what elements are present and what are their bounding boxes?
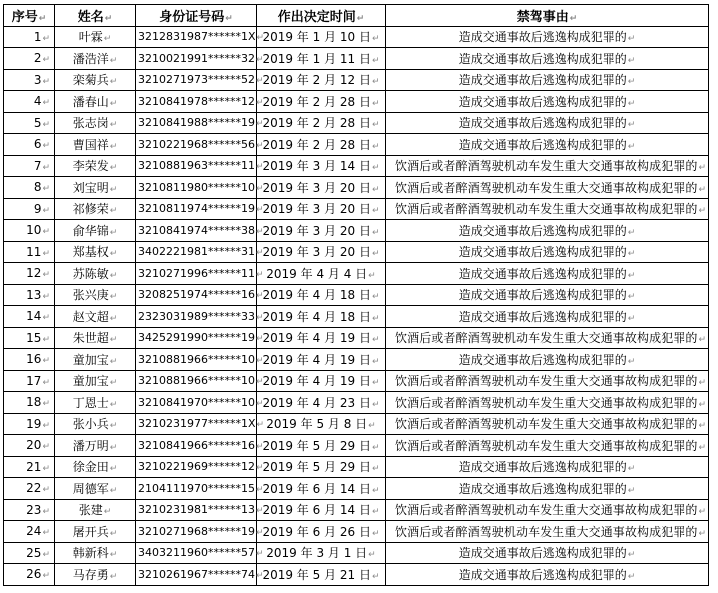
cell-id-number: 3210841974******38↵ <box>136 220 257 242</box>
paragraph-mark-icon: ↵ <box>627 485 636 496</box>
cell-no: 6↵ <box>4 134 55 156</box>
cell-no: 11↵ <box>4 241 55 263</box>
paragraph-mark-icon: ↵ <box>255 312 264 323</box>
header-no: 序号↵ <box>4 5 55 27</box>
cell-ban-reason: 造成交通事故后逃逸构成犯罪的↵ <box>386 478 709 500</box>
paragraph-mark-icon: ↵ <box>627 464 636 475</box>
paragraph-mark-icon: ↵ <box>109 120 118 131</box>
paragraph-mark-icon: ↵ <box>371 571 380 582</box>
cell-ban-reason: 饮酒后或者醉酒驾驶机动车发生重大交通事故构成犯罪的↵ <box>386 392 709 414</box>
cell-no: 14↵ <box>4 306 55 328</box>
cell-decision-date: 2019 年 3 月 14 日↵ <box>257 155 386 177</box>
cell-no: 21↵ <box>4 456 55 478</box>
cell-id-number: 3210271968******19↵ <box>136 521 257 543</box>
paragraph-mark-icon: ↵ <box>42 399 50 410</box>
cell-name: 张建↵ <box>55 499 136 521</box>
cell-id-number: 3210841988******19↵ <box>136 112 257 134</box>
paragraph-mark-icon: ↵ <box>42 420 50 431</box>
cell-name: 张兴庚↵ <box>55 284 136 306</box>
paragraph-mark-icon: ↵ <box>368 550 376 561</box>
cell-decision-date: 2019 年 4 月 4 日↵ <box>257 263 386 285</box>
table-row <box>4 26 709 48</box>
paragraph-mark-icon: ↵ <box>627 227 636 238</box>
cell-decision-date: 2019 年 2 月 28 日↵ <box>257 112 386 134</box>
cell-no: 4↵ <box>4 91 55 113</box>
paragraph-mark-icon: ↵ <box>109 528 118 539</box>
cell-no: 13↵ <box>4 284 55 306</box>
cell-no: 2↵ <box>4 48 55 70</box>
paragraph-mark-icon: ↵ <box>255 334 264 345</box>
cell-ban-reason: 造成交通事故后逃逸构成犯罪的↵ <box>386 220 709 242</box>
cell-no: 7↵ <box>4 155 55 177</box>
paragraph-mark-icon: ↵ <box>627 292 636 303</box>
paragraph-mark-icon: ↵ <box>256 33 265 44</box>
paragraph-mark-icon: ↵ <box>256 420 265 431</box>
paragraph-mark-icon: ↵ <box>371 507 380 518</box>
paragraph-mark-icon: ↵ <box>42 377 50 388</box>
paragraph-mark-icon: ↵ <box>109 442 118 453</box>
paragraph-mark-icon: ↵ <box>255 463 264 474</box>
paragraph-mark-icon: ↵ <box>42 76 50 87</box>
paragraph-mark-icon: ↵ <box>255 527 264 538</box>
paragraph-mark-icon: ↵ <box>698 163 707 174</box>
cell-ban-reason: 饮酒后或者醉酒驾驶机动车发生重大交通事故构成犯罪的↵ <box>386 499 709 521</box>
cell-ban-reason: 造成交通事故后逃逸构成犯罪的↵ <box>386 564 709 586</box>
cell-decision-date: 2019 年 3 月 20 日↵ <box>257 220 386 242</box>
paragraph-mark-icon: ↵ <box>627 249 636 260</box>
cell-name: 李荣发↵ <box>55 155 136 177</box>
cell-decision-date: 2019 年 1 月 11 日↵ <box>257 48 386 70</box>
cell-id-number: 3210231981******13↵ <box>136 499 257 521</box>
cell-ban-reason: 饮酒后或者醉酒驾驶机动车发生重大交通事故构成犯罪的↵ <box>386 198 709 220</box>
cell-name: 祁修荣↵ <box>55 198 136 220</box>
table-row <box>4 91 709 113</box>
paragraph-mark-icon: ↵ <box>255 226 264 237</box>
cell-id-number: 3210231977******1X↵ <box>136 413 257 435</box>
paragraph-mark-icon: ↵ <box>371 292 380 303</box>
table-row <box>4 306 709 328</box>
cell-id-number: 3425291990******19↵ <box>136 327 257 349</box>
table-row <box>4 456 709 478</box>
cell-name: 丁恩士↵ <box>55 392 136 414</box>
paragraph-mark-icon: ↵ <box>109 335 118 346</box>
cell-no: 8↵ <box>4 177 55 199</box>
cell-ban-reason: 造成交通事故后逃逸构成犯罪的↵ <box>386 48 709 70</box>
cell-ban-reason: 造成交通事故后逃逸构成犯罪的↵ <box>386 26 709 48</box>
cell-decision-date: 2019 年 3 月 20 日↵ <box>257 241 386 263</box>
cell-name: 徐金田↵ <box>55 456 136 478</box>
paragraph-mark-icon: ↵ <box>255 205 264 216</box>
cell-no: 16↵ <box>4 349 55 371</box>
paragraph-mark-icon: ↵ <box>109 206 118 217</box>
paragraph-mark-icon: ↵ <box>698 399 707 410</box>
paragraph-mark-icon: ↵ <box>42 33 50 44</box>
paragraph-mark-icon: ↵ <box>255 291 264 302</box>
table-row <box>4 413 709 435</box>
table-row <box>4 521 709 543</box>
paragraph-mark-icon: ↵ <box>42 291 50 302</box>
cell-ban-reason: 造成交通事故后逃逸构成犯罪的↵ <box>386 263 709 285</box>
cell-id-number: 3210811980******10↵ <box>136 177 257 199</box>
paragraph-mark-icon: ↵ <box>109 249 118 260</box>
paragraph-mark-icon: ↵ <box>42 205 50 216</box>
cell-decision-date: 2019 年 5 月 21 日↵ <box>257 564 386 586</box>
cell-name: 马存勇↵ <box>55 564 136 586</box>
cell-id-number: 3210271973******52↵ <box>136 69 257 91</box>
paragraph-mark-icon: ↵ <box>371 206 380 217</box>
paragraph-mark-icon: ↵ <box>371 249 380 260</box>
cell-id-number: 3210271996******11↵ <box>136 263 257 285</box>
paragraph-mark-icon: ↵ <box>255 549 264 560</box>
paragraph-mark-icon: ↵ <box>109 77 118 88</box>
paragraph-mark-icon: ↵ <box>371 485 380 496</box>
table-row <box>4 48 709 70</box>
paragraph-mark-icon: ↵ <box>627 550 636 561</box>
table-row <box>4 241 709 263</box>
paragraph-mark-icon: ↵ <box>42 98 50 109</box>
table-row <box>4 263 709 285</box>
cell-ban-reason: 造成交通事故后逃逸构成犯罪的↵ <box>386 91 709 113</box>
paragraph-mark-icon: ↵ <box>42 119 50 130</box>
paragraph-mark-icon: ↵ <box>371 77 380 88</box>
cell-no: 20↵ <box>4 435 55 457</box>
paragraph-mark-icon: ↵ <box>42 549 50 560</box>
paragraph-mark-icon: ↵ <box>371 335 380 346</box>
paragraph-mark-icon: ↵ <box>109 399 118 410</box>
cell-no: 3↵ <box>4 69 55 91</box>
cell-id-number: 3402221981******31↵ <box>136 241 257 263</box>
cell-decision-date: 2019 年 6 月 14 日↵ <box>257 478 386 500</box>
cell-decision-date: 2019 年 1 月 10 日↵ <box>257 26 386 48</box>
paragraph-mark-icon: ↵ <box>109 270 118 281</box>
paragraph-mark-icon: ↵ <box>255 398 264 409</box>
paragraph-mark-icon: ↵ <box>42 55 50 66</box>
paragraph-mark-icon: ↵ <box>109 292 118 303</box>
cell-ban-reason: 造成交通事故后逃逸构成犯罪的↵ <box>386 349 709 371</box>
paragraph-mark-icon: ↵ <box>255 119 264 130</box>
paragraph-mark-icon: ↵ <box>42 334 50 345</box>
cell-no: 18↵ <box>4 392 55 414</box>
paragraph-mark-icon: ↵ <box>371 184 380 195</box>
paragraph-mark-icon: ↵ <box>42 463 50 474</box>
paragraph-mark-icon: ↵ <box>109 55 118 66</box>
cell-decision-date: 2019 年 2 月 28 日↵ <box>257 91 386 113</box>
paragraph-mark-icon: ↵ <box>698 528 707 539</box>
paragraph-mark-icon: ↵ <box>627 120 636 131</box>
paragraph-mark-icon: ↵ <box>368 421 376 432</box>
cell-ban-reason: 饮酒后或者醉酒驾驶机动车发生重大交通事故构成犯罪的↵ <box>386 177 709 199</box>
cell-id-number: 3210881966******10↵ <box>136 370 257 392</box>
cell-ban-reason: 造成交通事故后逃逸构成犯罪的↵ <box>386 134 709 156</box>
cell-decision-date: 2019 年 4 月 19 日↵ <box>257 349 386 371</box>
table-row <box>4 134 709 156</box>
paragraph-mark-icon: ↵ <box>42 506 50 517</box>
cell-no: 23↵ <box>4 499 55 521</box>
paragraph-mark-icon: ↵ <box>371 98 380 109</box>
paragraph-mark-icon: ↵ <box>255 269 264 280</box>
paragraph-mark-icon: ↵ <box>109 313 118 324</box>
paragraph-mark-icon: ↵ <box>42 485 50 496</box>
paragraph-mark-icon: ↵ <box>371 163 380 174</box>
cell-id-number: 3210841966******16↵ <box>136 435 257 457</box>
table-row <box>4 370 709 392</box>
header-id: 身份证号码↵ <box>136 5 257 27</box>
cell-no: 10↵ <box>4 220 55 242</box>
cell-decision-date: 2019 年 2 月 12 日↵ <box>257 69 386 91</box>
paragraph-mark-icon: ↵ <box>627 98 636 109</box>
table-row <box>4 112 709 134</box>
cell-ban-reason: 饮酒后或者醉酒驾驶机动车发生重大交通事故构成犯罪的↵ <box>386 521 709 543</box>
paragraph-mark-icon: ↵ <box>42 162 50 173</box>
paragraph-mark-icon: ↵ <box>103 507 112 518</box>
cell-name: 郑基权↵ <box>55 241 136 263</box>
cell-name: 张志岗↵ <box>55 112 136 134</box>
cell-name: 童加宝↵ <box>55 370 136 392</box>
paragraph-mark-icon: ↵ <box>698 442 707 453</box>
table-row <box>4 155 709 177</box>
paragraph-mark-icon: ↵ <box>42 248 50 259</box>
paragraph-mark-icon: ↵ <box>371 120 380 131</box>
paragraph-mark-icon: ↵ <box>371 356 380 367</box>
cell-decision-date: 2019 年 4 月 23 日↵ <box>257 392 386 414</box>
cell-no: 12↵ <box>4 263 55 285</box>
paragraph-mark-icon: ↵ <box>109 98 118 109</box>
paragraph-mark-icon: ↵ <box>42 442 50 453</box>
header-reason: 禁驾事由↵ <box>386 5 709 27</box>
table-row <box>4 177 709 199</box>
cell-decision-date: 2019 年 5 月 29 日↵ <box>257 456 386 478</box>
cell-decision-date: 2019 年 5 月 8 日↵ <box>257 413 386 435</box>
paragraph-mark-icon: ↵ <box>627 141 636 152</box>
cell-id-number: 2323031989******33↵ <box>136 306 257 328</box>
cell-decision-date: 2019 年 6 月 26 日↵ <box>257 521 386 543</box>
cell-id-number: 3212831987******1X↵ <box>136 26 257 48</box>
paragraph-mark-icon: ↵ <box>698 184 707 195</box>
cell-id-number: 3403211960******57↵ <box>136 542 257 564</box>
paragraph-mark-icon: ↵ <box>109 356 118 367</box>
cell-id-number: 2104111970******15↵ <box>136 478 257 500</box>
cell-id-number: 3210221968******56↵ <box>136 134 257 156</box>
paragraph-mark-icon: ↵ <box>255 54 264 65</box>
cell-name: 潘春山↵ <box>55 91 136 113</box>
cell-decision-date: 2019 年 4 月 18 日↵ <box>257 306 386 328</box>
cell-id-number: 3210021991******32↵ <box>136 48 257 70</box>
cell-no: 17↵ <box>4 370 55 392</box>
paragraph-mark-icon: ↵ <box>698 335 707 346</box>
paragraph-mark-icon: ↵ <box>109 571 118 582</box>
paragraph-mark-icon: ↵ <box>109 464 118 475</box>
cell-id-number: 3210841978******12↵ <box>136 91 257 113</box>
cell-decision-date: 2019 年 3 月 20 日↵ <box>257 177 386 199</box>
cell-ban-reason: 饮酒后或者醉酒驾驶机动车发生重大交通事故构成犯罪的↵ <box>386 370 709 392</box>
cell-decision-date: 2019 年 6 月 14 日↵ <box>257 499 386 521</box>
paragraph-mark-icon: ↵ <box>109 378 118 389</box>
paragraph-mark-icon: ↵ <box>627 77 636 88</box>
paragraph-mark-icon: ↵ <box>255 76 264 87</box>
paragraph-mark-icon: ↵ <box>109 141 118 152</box>
cell-name: 曹国祥↵ <box>55 134 136 156</box>
paragraph-mark-icon: ↵ <box>371 399 380 410</box>
cell-ban-reason: 造成交通事故后逃逸构成犯罪的↵ <box>386 542 709 564</box>
paragraph-mark-icon: ↵ <box>255 248 264 259</box>
cell-ban-reason: 饮酒后或者醉酒驾驶机动车发生重大交通事故构成犯罪的↵ <box>386 155 709 177</box>
cell-name: 赵文超↵ <box>55 306 136 328</box>
paragraph-mark-icon: ↵ <box>627 571 636 582</box>
cell-name: 韩新科↵ <box>55 542 136 564</box>
cell-ban-reason: 造成交通事故后逃逸构成犯罪的↵ <box>386 69 709 91</box>
cell-decision-date: 2019 年 4 月 19 日↵ <box>257 370 386 392</box>
paragraph-mark-icon: ↵ <box>368 270 376 281</box>
cell-no: 15↵ <box>4 327 55 349</box>
cell-decision-date: 2019 年 4 月 18 日↵ <box>257 284 386 306</box>
paragraph-mark-icon: ↵ <box>371 442 380 453</box>
paragraph-mark-icon: ↵ <box>255 484 264 495</box>
cell-name: 叶霖↵ <box>55 26 136 48</box>
cell-no: 25↵ <box>4 542 55 564</box>
table-row <box>4 392 709 414</box>
paragraph-mark-icon: ↵ <box>627 313 636 324</box>
table-row <box>4 69 709 91</box>
paragraph-mark-icon: ↵ <box>371 55 380 66</box>
paragraph-mark-icon: ↵ <box>42 313 50 324</box>
cell-ban-reason: 造成交通事故后逃逸构成犯罪的↵ <box>386 284 709 306</box>
driving-ban-table <box>3 4 709 586</box>
cell-decision-date: 2019 年 5 月 29 日↵ <box>257 435 386 457</box>
paragraph-mark-icon: ↵ <box>255 377 264 388</box>
header-date: 作出决定时间↵ <box>257 5 386 27</box>
paragraph-mark-icon: ↵ <box>371 141 380 152</box>
table-row <box>4 349 709 371</box>
cell-name: 朱世超↵ <box>55 327 136 349</box>
cell-ban-reason: 饮酒后或者醉酒驾驶机动车发生重大交通事故构成犯罪的↵ <box>386 435 709 457</box>
paragraph-mark-icon: ↵ <box>698 378 707 389</box>
cell-ban-reason: 造成交通事故后逃逸构成犯罪的↵ <box>386 112 709 134</box>
cell-no: 26↵ <box>4 564 55 586</box>
paragraph-mark-icon: ↵ <box>627 356 636 367</box>
paragraph-mark-icon: ↵ <box>371 227 380 238</box>
cell-name: 潘万明↵ <box>55 435 136 457</box>
cell-name: 童加宝↵ <box>55 349 136 371</box>
cell-no: 19↵ <box>4 413 55 435</box>
paragraph-mark-icon: ↵ <box>109 550 118 561</box>
paragraph-mark-icon: ↵ <box>109 485 118 496</box>
cell-decision-date: 2019 年 3 月 20 日↵ <box>257 198 386 220</box>
header-name: 姓名↵ <box>55 5 136 27</box>
cell-id-number: 3210881963******11↵ <box>136 155 257 177</box>
cell-name: 刘宝明↵ <box>55 177 136 199</box>
cell-name: 俞华锦↵ <box>55 220 136 242</box>
cell-name: 苏陈敏↵ <box>55 263 136 285</box>
paragraph-mark-icon: ↵ <box>371 464 380 475</box>
cell-ban-reason: 造成交通事故后逃逸构成犯罪的↵ <box>386 241 709 263</box>
paragraph-mark-icon: ↵ <box>698 421 707 432</box>
paragraph-mark-icon: ↵ <box>698 507 707 518</box>
table-body <box>4 26 709 585</box>
paragraph-mark-icon: ↵ <box>698 206 707 217</box>
cell-id-number: 3210841970******10↵ <box>136 392 257 414</box>
cell-no: 9↵ <box>4 198 55 220</box>
paragraph-mark-icon: ↵ <box>255 355 264 366</box>
cell-name: 潘浩洋↵ <box>55 48 136 70</box>
paragraph-mark-icon: ↵ <box>255 506 264 517</box>
cell-id-number: 3208251974******16↵ <box>136 284 257 306</box>
paragraph-mark-icon: ↵ <box>255 97 264 108</box>
cell-id-number: 3210881966******10↵ <box>136 349 257 371</box>
table-row <box>4 327 709 349</box>
paragraph-mark-icon: ↵ <box>42 227 50 238</box>
cell-ban-reason: 饮酒后或者醉酒驾驶机动车发生重大交通事故构成犯罪的↵ <box>386 327 709 349</box>
table-header-row <box>4 5 709 27</box>
cell-ban-reason: 造成交通事故后逃逸构成犯罪的↵ <box>386 456 709 478</box>
cell-name: 栾菊兵↵ <box>55 69 136 91</box>
paragraph-mark-icon: ↵ <box>255 441 264 452</box>
table-row <box>4 284 709 306</box>
cell-id-number: 3210221969******12↵ <box>136 456 257 478</box>
paragraph-mark-icon: ↵ <box>109 163 118 174</box>
cell-ban-reason: 造成交通事故后逃逸构成犯罪的↵ <box>386 306 709 328</box>
table-row <box>4 564 709 586</box>
cell-id-number: 3210261967******74↵ <box>136 564 257 586</box>
paragraph-mark-icon: ↵ <box>371 34 380 45</box>
paragraph-mark-icon: ↵ <box>109 227 118 238</box>
cell-no: 22↵ <box>4 478 55 500</box>
cell-ban-reason: 饮酒后或者醉酒驾驶机动车发生重大交通事故构成犯罪的↵ <box>386 413 709 435</box>
paragraph-mark-icon: ↵ <box>255 140 264 151</box>
table-row <box>4 499 709 521</box>
table-row <box>4 478 709 500</box>
table-row <box>4 542 709 564</box>
table-row <box>4 220 709 242</box>
cell-decision-date: 2019 年 4 月 19 日↵ <box>257 327 386 349</box>
paragraph-mark-icon: ↵ <box>371 313 380 324</box>
cell-decision-date: 2019 年 2 月 28 日↵ <box>257 134 386 156</box>
paragraph-mark-icon: ↵ <box>42 528 50 539</box>
paragraph-mark-icon: ↵ <box>42 270 50 281</box>
cell-decision-date: 2019 年 3 月 1 日↵ <box>257 542 386 564</box>
cell-name: 张小兵↵ <box>55 413 136 435</box>
table-row <box>4 198 709 220</box>
paragraph-mark-icon: ↵ <box>42 184 50 195</box>
paragraph-mark-icon: ↵ <box>627 34 636 45</box>
cell-no: 24↵ <box>4 521 55 543</box>
paragraph-mark-icon: ↵ <box>627 55 636 66</box>
paragraph-mark-icon: ↵ <box>42 571 50 582</box>
paragraph-mark-icon: ↵ <box>109 184 118 195</box>
cell-id-number: 3210811974******19↵ <box>136 198 257 220</box>
paragraph-mark-icon: ↵ <box>627 270 636 281</box>
cell-name: 周德军↵ <box>55 478 136 500</box>
cell-no: 1↵ <box>4 26 55 48</box>
cell-no: 5↵ <box>4 112 55 134</box>
paragraph-mark-icon: ↵ <box>255 183 264 194</box>
paragraph-mark-icon: ↵ <box>109 421 118 432</box>
paragraph-mark-icon: ↵ <box>42 356 50 367</box>
paragraph-mark-icon: ↵ <box>371 528 380 539</box>
paragraph-mark-icon: ↵ <box>42 141 50 152</box>
paragraph-mark-icon: ↵ <box>371 378 380 389</box>
paragraph-mark-icon: ↵ <box>255 570 264 581</box>
cell-name: 屠开兵↵ <box>55 521 136 543</box>
table-row <box>4 435 709 457</box>
paragraph-mark-icon: ↵ <box>103 34 112 45</box>
paragraph-mark-icon: ↵ <box>255 162 264 173</box>
